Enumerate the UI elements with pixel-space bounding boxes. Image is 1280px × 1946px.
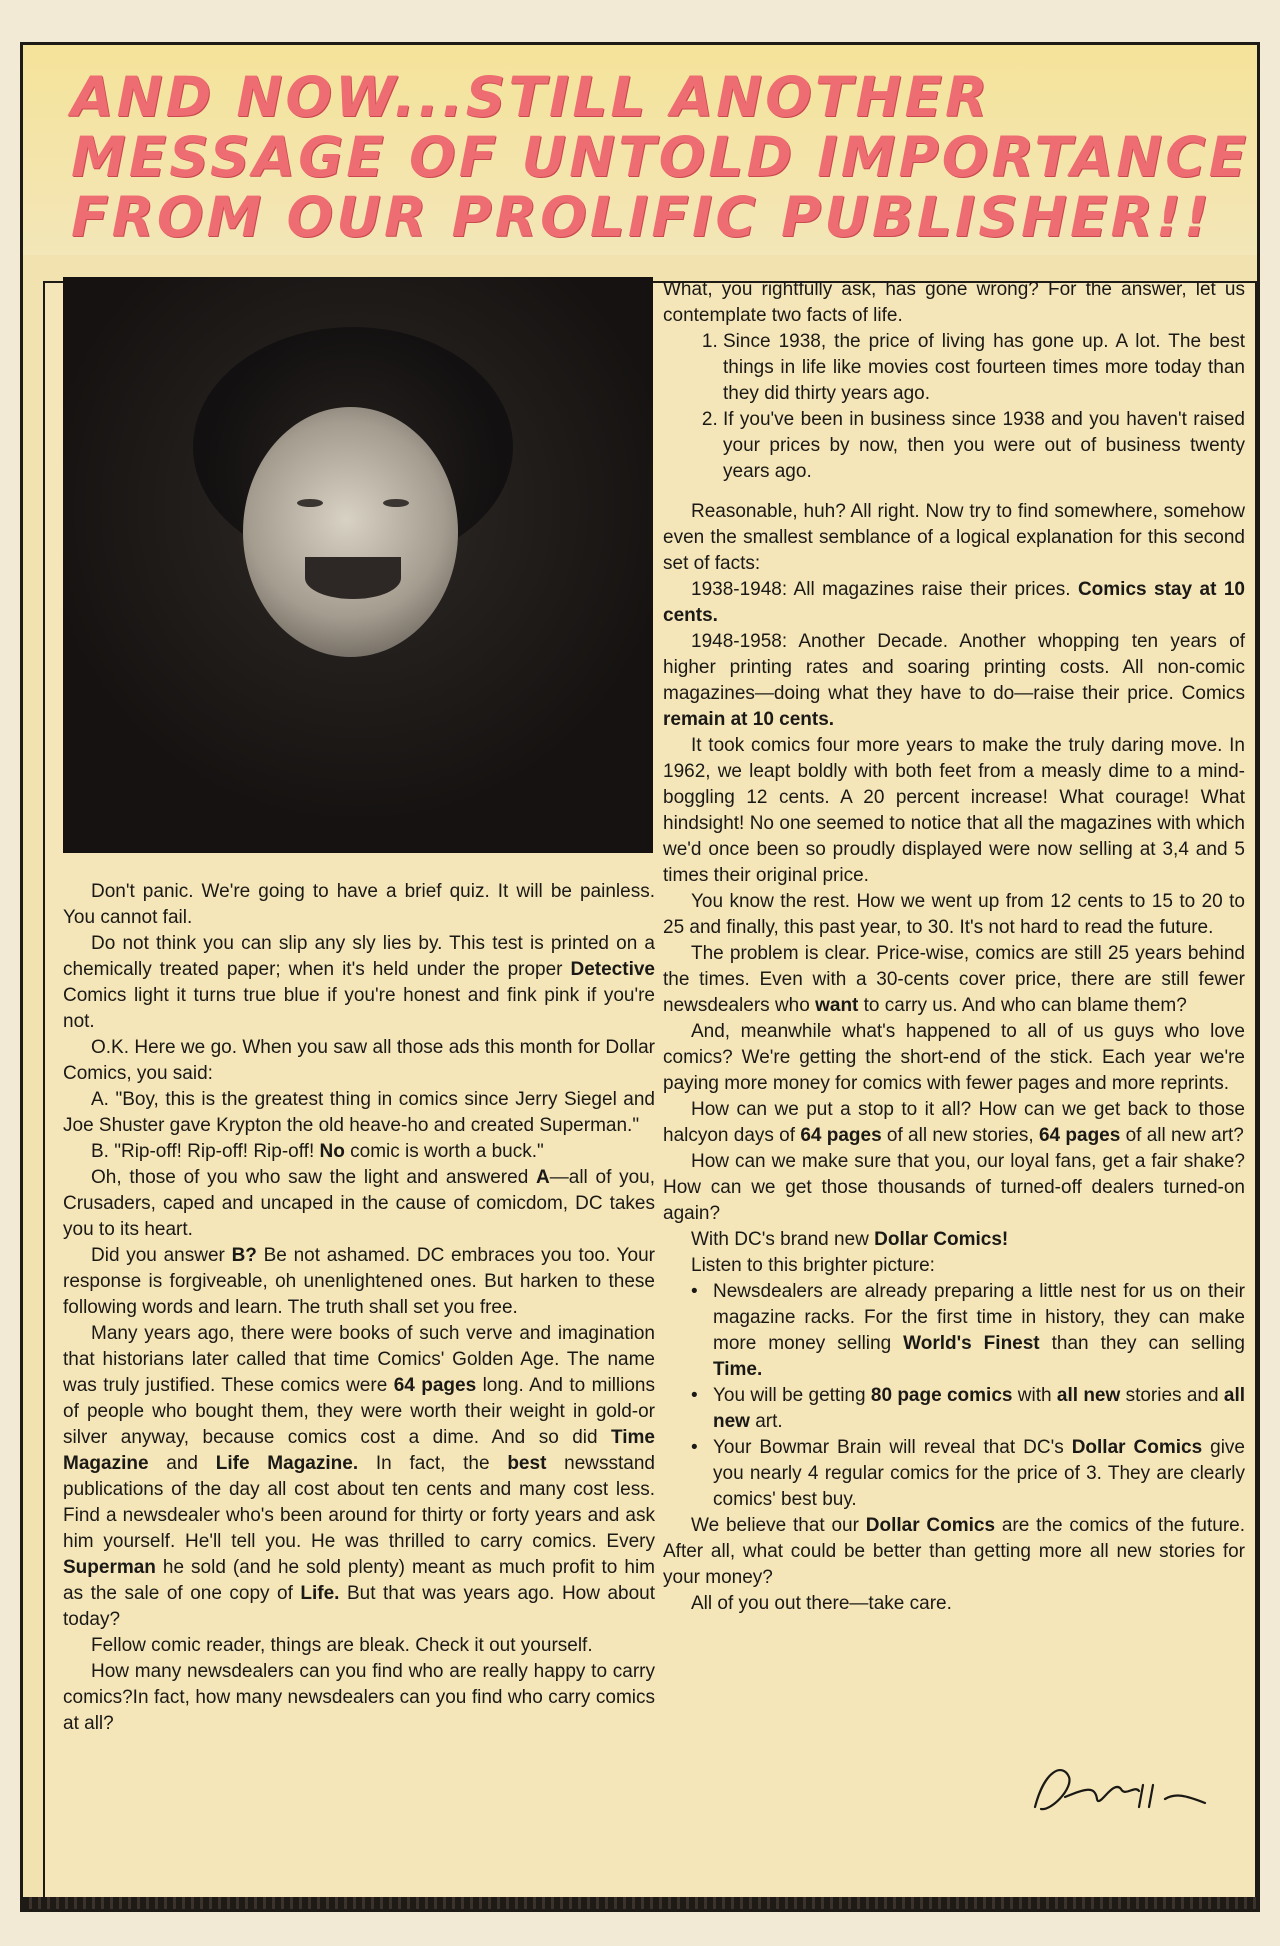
benefits-list bbox=[663, 1279, 1245, 1513]
list-item: • Newsdealers are already preparing a little nest for us on their magazine racks. For the first time in history, they can make more money selling World's Finest than they can selling Time. bbox=[713, 1279, 1245, 1383]
paragraph: 1948-1958: Another Decade. Another whopping ten years of higher printing rates and soaring printing costs. All non-comic magazines—doing what they have to do—raise their price. Comics remain at 10 cents. bbox=[663, 631, 1245, 730]
paragraph: Many years ago, there were books of such verve and imagination that historians later called that time Comics' Golden Age. The name was truly justified. These comics were 64 pages long. And to millions of people who bought them, they were worth their weight in gold-or silver anyway, because comics cost a dime. And so did Time Magazine and Life Magazine. In fact, the best newsstand publications of the day all cost about ten cents and many cost less. Find a newsdealer who's been around for thirty or forty years and ask him yourself. He'll tell you. He was thrilled to carry comics. Every Superman he sold (and he sold plenty) meant as much profit to him as the sale of one copy of Life. But that was years ago. How about today? bbox=[63, 1323, 656, 1630]
headline-line-1: AND NOW...STILL ANOTHER bbox=[71, 65, 991, 129]
paragraph: And, meanwhile what's happened to all of us guys who love comics? We're getting the short-end of the stick. Each year we're paying more money for comics with fewer pages and more reprints. bbox=[663, 1021, 1245, 1094]
paragraph: Do not think you can slip any sly lies by. This test is printed on a chemically treated paper; when it's held under the proper Detective Comics light it turns true blue if you're honest and fink pink if you're not. bbox=[63, 933, 655, 1032]
publisher-photo bbox=[63, 277, 653, 853]
photo-eye-left bbox=[297, 499, 323, 507]
right-column bbox=[663, 277, 1245, 1617]
list-item: 2. If you've been in business since 1938 and you haven't raised your prices by now, then you were out of business twenty years ago. bbox=[723, 407, 1245, 485]
header-band bbox=[23, 45, 1257, 255]
photo-smile bbox=[305, 557, 401, 599]
paragraph: O.K. Here we go. When you saw all those ads this month for Dollar Comics, you said: bbox=[63, 1037, 655, 1084]
paragraph: What, you rightfully ask, has gone wrong? For the answer, let us contemplate two facts of life. bbox=[663, 279, 1245, 326]
paragraph: Did you answer B? Be not ashamed. DC embraces you too. Your response is forgiveable, oh unenlightened ones. But harken to these following words and learn. The truth shall set you free. bbox=[63, 1245, 655, 1318]
list-item: 1. Since 1938, the price of living has gone up. A lot. The best things in life like movies cost fourteen times more today than they did thirty years ago. bbox=[723, 329, 1245, 407]
paragraph: How many newsdealers can you find who are really happy to carry comics?In fact, how many newsdealers can you find who carry comics at all? bbox=[63, 1661, 655, 1734]
paragraph: 1938-1948: All magazines raise their prices. Comics stay at 10 cents. bbox=[663, 579, 1245, 626]
list-item: • You will be getting 80 page comics with all new stories and all new art. bbox=[713, 1383, 1245, 1435]
left-column bbox=[63, 879, 655, 1737]
paragraph: It took comics four more years to make the truly daring move. In 1962, we leapt boldly with both feet from a measly dime to a mind-boggling 12 cents. A 20 percent increase! What courage! What hindsight! No one seemed to notice that all the magazines with which we'd once been so proudly displayed were now selling at 3,4 and 5 times their original price. bbox=[663, 735, 1245, 886]
facts-list bbox=[663, 329, 1245, 485]
list-item: • Your Bowmar Brain will reveal that DC's Dollar Comics give you nearly 4 regular comics for the price of 3. They are clearly comics' best buy. bbox=[713, 1435, 1245, 1513]
paragraph: How can we put a stop to it all? How can we get back to those halcyon days of 64 pages of all new stories, 64 pages of all new art? bbox=[663, 1099, 1245, 1146]
paragraph: We believe that our Dollar Comics are the comics of the future. After all, what could be better than getting more all new stories for your money? bbox=[663, 1515, 1245, 1588]
headline bbox=[71, 67, 1261, 247]
paragraph: The problem is clear. Price-wise, comics are still 25 years behind the times. Even with a 30-cents cover price, there are still fewer newsdealers who want to carry us. And who can blame them? bbox=[663, 943, 1245, 1016]
article-frame bbox=[20, 42, 1260, 1912]
photo-eye-right bbox=[383, 499, 409, 507]
paragraph: How can we make sure that you, our loyal fans, get a fair shake? How can we get those thousands of turned-off dealers turned-on again? bbox=[663, 1151, 1245, 1224]
paragraph: Fellow comic reader, things are bleak. Check it out yourself. bbox=[91, 1635, 593, 1656]
headline-line-2: MESSAGE OF UNTOLD IMPORTANCE bbox=[71, 125, 1250, 189]
paragraph: B. "Rip-off! Rip-off! Rip-off! No comic is worth a buck." bbox=[91, 1141, 544, 1162]
paragraph: With DC's brand new Dollar Comics! bbox=[691, 1229, 1009, 1250]
headline-line-3: FROM OUR PROLIFIC PUBLISHER!! bbox=[71, 185, 1213, 249]
paragraph: All of you out there—take care. bbox=[691, 1593, 952, 1614]
signature bbox=[1025, 1759, 1215, 1819]
paragraph: Listen to this brighter picture: bbox=[691, 1255, 935, 1276]
paragraph: Oh, those of you who saw the light and answered A—all of you, Crusaders, caped and uncaped in the cause of comicdom, DC takes you to its heart. bbox=[63, 1167, 656, 1240]
paragraph: A. "Boy, this is the greatest thing in comics since Jerry Siegel and Joe Shuster gave Krypton the old heave-ho and created Superman." bbox=[63, 1089, 655, 1136]
photo-face bbox=[243, 407, 458, 657]
paragraph: Don't panic. We're going to have a brief quiz. It will be painless. You cannot fail. bbox=[63, 881, 655, 928]
bottom-strip bbox=[23, 1897, 1257, 1909]
paragraph: You know the rest. How we went up from 12 cents to 15 to 20 to 25 and finally, this past year, to 30. It's not hard to read the future. bbox=[663, 891, 1245, 938]
paragraph: Reasonable, huh? All right. Now try to find somewhere, somehow even the smallest semblance of a logical explanation for this second set of facts: bbox=[663, 501, 1245, 574]
article-body bbox=[43, 281, 1257, 1901]
